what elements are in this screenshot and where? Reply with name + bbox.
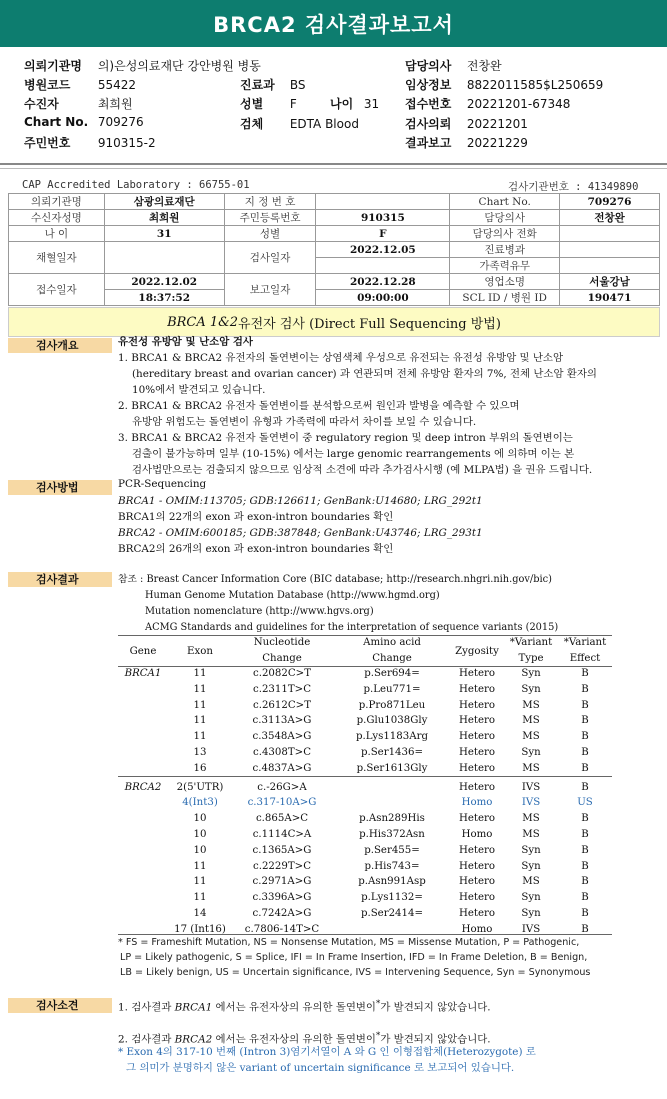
variant-variant-effect: B bbox=[581, 781, 589, 793]
col-header: Zygosity bbox=[455, 646, 499, 657]
cell bbox=[560, 242, 660, 258]
cell: 의뢰기관명 bbox=[9, 194, 105, 210]
cell: 채혈일자 bbox=[9, 242, 105, 274]
header-row bbox=[330, 95, 379, 112]
variant-nucleotide-change: c.2971A>G bbox=[252, 876, 312, 888]
variant-nucleotide-change: c.3396A>G bbox=[252, 892, 312, 904]
test-title-gene: BRCA 1&2 bbox=[167, 314, 239, 330]
value: EDTA Blood bbox=[289, 117, 359, 131]
reference-line: 참조 : Breast Cancer Information Core (BIC database; http://research.nhgri.nih.gov/bic) bbox=[118, 574, 552, 585]
table-rule bbox=[118, 776, 612, 777]
header-row bbox=[24, 134, 156, 151]
variant-amino-acid-change: p.His743= bbox=[364, 860, 420, 872]
variant-exon: 17 (Int16) bbox=[174, 923, 226, 935]
col-header: Exon bbox=[187, 646, 213, 657]
cell: 전창완 bbox=[560, 210, 660, 226]
legend-line: * FS = Frameshift Mutation, NS = Nonsense Mutation, MS = Missense Mutation, P = Pathogenic, bbox=[118, 937, 580, 948]
variant-exon: 11 bbox=[193, 683, 207, 695]
variant-nucleotide-change: c.7242A>G bbox=[252, 908, 312, 919]
variant-zygosity: Hetero bbox=[458, 683, 496, 695]
variant-amino-acid-change: p.Lys1132= bbox=[361, 892, 423, 904]
variant-zygosity: Hetero bbox=[458, 781, 496, 793]
value: BS bbox=[289, 78, 306, 92]
header-row bbox=[405, 76, 603, 93]
method-line: BRCA2의 26개의 exon 과 exon-intron boundaries 확인 bbox=[118, 543, 394, 555]
overview-line: 검사법만으로는 검출되지 않으므로 임상적 소견에 따라 추가검사시행 (예 MLPA법) 을 권유 드립니다. bbox=[132, 464, 593, 476]
variant-variant-type: Syn bbox=[521, 908, 541, 919]
section-label-method: 검사방법 bbox=[8, 480, 112, 495]
section-label-overview: 검사개요 bbox=[8, 338, 112, 353]
variant-variant-type: IVS bbox=[521, 781, 541, 793]
text: 가 발견되지 않았습니다. bbox=[380, 1001, 491, 1014]
variant-amino-acid-change: p.Leu771= bbox=[363, 683, 421, 695]
cell: 진료병과 bbox=[450, 242, 560, 258]
col-header: *Variant bbox=[509, 637, 553, 648]
variant-variant-type: MS bbox=[522, 731, 540, 743]
method-line: PCR-Sequencing bbox=[118, 478, 207, 490]
header-row bbox=[240, 95, 297, 112]
divider bbox=[0, 168, 667, 169]
variant-variant-type: MS bbox=[522, 813, 540, 825]
label: 나이 bbox=[330, 97, 354, 111]
text: 1. 검사결과 bbox=[118, 1001, 175, 1014]
variant-zygosity: Hetero bbox=[458, 668, 496, 679]
variant-variant-effect: B bbox=[581, 908, 589, 919]
variant-variant-effect: B bbox=[581, 923, 589, 935]
header-row bbox=[24, 57, 261, 74]
variant-amino-acid-change: p.Ser694= bbox=[364, 668, 420, 679]
variant-amino-acid-change: p.Glu1038Gly bbox=[356, 715, 428, 727]
variant-variant-effect: B bbox=[581, 762, 589, 774]
finding-note: 그 의미가 분명하지 않은 variant of uncertain significance 로 보고되어 있습니다. bbox=[126, 1062, 515, 1074]
label: Chart No. bbox=[24, 115, 89, 129]
cell bbox=[316, 194, 450, 210]
variant-exon: 11 bbox=[193, 860, 207, 872]
method-line: BRCA1 - OMIM:113705; GDB:126611; GenBank:U14680; LRG_292t1 bbox=[118, 495, 483, 507]
value: 전창완 bbox=[466, 59, 502, 73]
variant-nucleotide-change: c.1365A>G bbox=[252, 844, 312, 856]
cell: F bbox=[316, 226, 450, 242]
finding-note: * Exon 4의 317-10 번째 (Intron 3)염기서열이 A 와 G 인 이형접합체(Heterozygote) 로 bbox=[118, 1046, 536, 1058]
variant-variant-type: Syn bbox=[521, 860, 541, 872]
reference-line: Human Genome Mutation Database (http://www.hgmd.org) bbox=[145, 590, 440, 601]
cell: 709276 bbox=[560, 194, 660, 210]
cell: 2022.12.05 bbox=[316, 242, 450, 258]
variant-variant-effect: US bbox=[577, 797, 593, 809]
legend-line: LP = Likely pathogenic, S = Splice, IFI = In Frame Insertion, IFD = In Frame Deletion, B = Benign, bbox=[120, 952, 588, 963]
variant-nucleotide-change: c.2082C>T bbox=[253, 668, 311, 679]
variant-zygosity: Homo bbox=[461, 923, 493, 935]
variant-amino-acid-change: p.Lys1183Arg bbox=[355, 731, 428, 743]
variant-variant-effect: B bbox=[581, 829, 589, 840]
variant-variant-effect: B bbox=[581, 876, 589, 888]
text: 에서는 유전자상의 유의한 돌연변이 bbox=[212, 1001, 376, 1014]
label: 접수번호 bbox=[405, 97, 452, 111]
variant-nucleotide-change: c.317-10A>G bbox=[247, 797, 317, 809]
variant-variant-effect: B bbox=[581, 844, 589, 856]
cell bbox=[316, 258, 450, 274]
value: 의)은성의료재단 강안병원 병동 bbox=[97, 59, 261, 73]
label: 검사의뢰 bbox=[405, 117, 452, 131]
test-title-band bbox=[8, 307, 660, 337]
variant-variant-effect: B bbox=[581, 668, 589, 679]
cell: 담당의사 전화 bbox=[450, 226, 560, 242]
col-header: Type bbox=[518, 653, 544, 664]
finding-line-1 bbox=[118, 997, 491, 1016]
variant-variant-type: Syn bbox=[521, 844, 541, 856]
value: F bbox=[289, 97, 297, 111]
cell: 보고일자 bbox=[224, 274, 316, 306]
overview-heading: 유전성 유방암 및 난소암 검사 bbox=[118, 336, 253, 348]
variant-zygosity: Hetero bbox=[458, 699, 496, 711]
variant-exon: 11 bbox=[193, 715, 207, 727]
label: 진료과 bbox=[240, 78, 275, 92]
cell bbox=[560, 258, 660, 274]
header-row bbox=[24, 95, 133, 112]
variant-variant-type: IVS bbox=[521, 797, 541, 809]
reference-line: Mutation nomenclature (http://www.hgvs.org) bbox=[145, 606, 374, 617]
section-label-results: 검사결과 bbox=[8, 572, 112, 587]
value: 8822011585$L250659 bbox=[466, 78, 604, 92]
header-row bbox=[24, 76, 136, 93]
variant-variant-type: MS bbox=[522, 829, 540, 840]
variant-amino-acid-change: p.Ser1613Gly bbox=[356, 762, 428, 774]
variant-nucleotide-change: c.4837A>G bbox=[252, 762, 312, 774]
variant-exon: 11 bbox=[193, 731, 207, 743]
variant-zygosity: Homo bbox=[461, 829, 493, 840]
variant-exon: 10 bbox=[193, 844, 207, 856]
variant-variant-type: MS bbox=[522, 876, 540, 888]
variant-exon: 13 bbox=[193, 747, 207, 758]
col-header: Nucleotide bbox=[253, 637, 311, 648]
value: 20221201 bbox=[466, 117, 528, 131]
variant-gene: BRCA1 bbox=[124, 668, 162, 679]
overview-line: 1. BRCA1 & BRCA2 유전자의 돌연변이는 상염색체 우성으로 유전되는 유전성 유방암 및 난소암 bbox=[118, 352, 564, 364]
table-rule bbox=[118, 635, 612, 636]
cell: 검사일자 bbox=[224, 242, 316, 274]
cell: 지 정 번 호 bbox=[224, 194, 316, 210]
cell: 2022.12.28 bbox=[316, 274, 450, 290]
variant-zygosity: Hetero bbox=[458, 813, 496, 825]
variant-amino-acid-change: p.His372Asn bbox=[359, 829, 425, 840]
label: 성별 bbox=[240, 97, 264, 111]
variant-nucleotide-change: c.865A>C bbox=[255, 813, 309, 825]
header-row bbox=[240, 115, 359, 132]
patient-info-table bbox=[8, 193, 660, 306]
variant-zygosity: Hetero bbox=[458, 860, 496, 872]
col-header: Amino acid bbox=[363, 637, 421, 648]
header-row bbox=[405, 115, 528, 132]
text: * bbox=[375, 1031, 381, 1041]
value: 31 bbox=[363, 97, 380, 111]
value: 709276 bbox=[97, 115, 144, 129]
gene: BRCA1 bbox=[174, 1001, 213, 1014]
text: 가 발견되지 않았습니다. bbox=[380, 1033, 491, 1046]
overview-line: (hereditary breast and ovarian cancer) 과 연관되며 전체 유방암 환자의 7%, 전체 난소암 환자의 bbox=[132, 368, 597, 380]
variant-zygosity: Hetero bbox=[458, 762, 496, 774]
variant-variant-type: Syn bbox=[521, 683, 541, 695]
variant-variant-effect: B bbox=[581, 715, 589, 727]
variant-variant-type: MS bbox=[522, 715, 540, 727]
cell: 영업소명 bbox=[450, 274, 560, 290]
variant-zygosity: Hetero bbox=[458, 908, 496, 919]
variant-variant-type: Syn bbox=[521, 668, 541, 679]
variant-amino-acid-change: p.Ser455= bbox=[364, 844, 420, 856]
cell: 주민등록번호 bbox=[224, 210, 316, 226]
variant-zygosity: Hetero bbox=[458, 876, 496, 888]
label: 주민번호 bbox=[24, 136, 71, 150]
method-line: BRCA1의 22개의 exon 과 exon-intron boundaries 확인 bbox=[118, 511, 394, 523]
variant-variant-effect: B bbox=[581, 813, 589, 825]
variant-nucleotide-change: c.3548A>G bbox=[252, 731, 312, 743]
cell: 31 bbox=[104, 226, 224, 242]
variant-variant-effect: B bbox=[581, 731, 589, 743]
label: 결과보고 bbox=[405, 136, 452, 150]
col-header: *Variant bbox=[563, 637, 607, 648]
variant-amino-acid-change: p.Asn289His bbox=[359, 813, 425, 825]
variant-nucleotide-change: c.2229T>C bbox=[253, 860, 311, 872]
variant-exon: 16 bbox=[193, 762, 207, 774]
report-title: BRCA2 검사결과보고서 bbox=[0, 0, 667, 47]
variant-variant-effect: B bbox=[581, 683, 589, 695]
variant-variant-effect: B bbox=[581, 699, 589, 711]
label: 담당의사 bbox=[405, 59, 452, 73]
section-label-findings: 검사소견 bbox=[8, 998, 112, 1013]
variant-variant-effect: B bbox=[581, 860, 589, 872]
variant-exon: 11 bbox=[193, 876, 207, 888]
reference-line: ACMG Standards and guidelines for the interpretation of sequence variants (2015) bbox=[145, 622, 559, 633]
variant-amino-acid-change: p.Ser1436= bbox=[360, 747, 424, 758]
variant-variant-type: Syn bbox=[521, 747, 541, 758]
gene: BRCA2 bbox=[174, 1033, 213, 1046]
col-header: Change bbox=[262, 653, 302, 664]
variant-exon: 10 bbox=[193, 829, 207, 840]
col-header: Gene bbox=[129, 646, 157, 657]
label: 병원코드 bbox=[24, 78, 71, 92]
variant-exon: 11 bbox=[193, 892, 207, 904]
cell: 18:37:52 bbox=[104, 290, 224, 306]
text: 2. 검사결과 bbox=[118, 1033, 175, 1046]
variant-exon: 14 bbox=[193, 908, 207, 919]
variant-variant-type: MS bbox=[522, 762, 540, 774]
variant-amino-acid-change: p.Ser2414= bbox=[360, 908, 424, 919]
text: 에서는 유전자상의 유의한 돌연변이 bbox=[212, 1033, 376, 1046]
legend-line: LB = Likely benign, US = Uncertain significance, IVS = Intervening Sequence, Syn = Synonymous bbox=[120, 967, 591, 978]
variant-variant-type: IVS bbox=[521, 923, 541, 935]
cell: 접수일자 bbox=[9, 274, 105, 306]
test-title-rest: 유전자 검사 (Direct Full Sequencing 방법) bbox=[238, 316, 501, 332]
value: 20221201-67348 bbox=[466, 97, 571, 111]
variant-gene: BRCA2 bbox=[124, 781, 162, 793]
variant-variant-type: MS bbox=[522, 699, 540, 711]
overview-line: 유방암 위험도는 돌연변이 유형과 가족력에 따라서 차이를 보일 수 있습니다. bbox=[132, 416, 477, 428]
variant-nucleotide-change: c.1114C>A bbox=[252, 829, 312, 840]
cell: 190471 bbox=[560, 290, 660, 306]
header-row bbox=[240, 76, 305, 93]
variant-nucleotide-change: c.2612C>T bbox=[253, 699, 311, 711]
cell: 가족력유무 bbox=[450, 258, 560, 274]
table-rule bbox=[118, 666, 612, 667]
overview-line: 10%에서 발견되고 있습니다. bbox=[132, 384, 266, 396]
label: 수진자 bbox=[24, 97, 59, 111]
col-header: Effect bbox=[569, 653, 601, 664]
overview-line: 3. BRCA1 & BRCA2 유전자 돌연변이 중 regulatory region 및 deep intron 부위의 돌연변이는 bbox=[118, 432, 573, 444]
cell: SCL ID / 병원 ID bbox=[450, 290, 560, 306]
value: 20221229 bbox=[466, 136, 528, 150]
variant-zygosity: Hetero bbox=[458, 844, 496, 856]
variant-zygosity: Hetero bbox=[458, 892, 496, 904]
cell bbox=[104, 242, 224, 274]
cap-number: CAP Accredited Laboratory : 66755-01 bbox=[22, 179, 250, 191]
cell: 09:00:00 bbox=[316, 290, 450, 306]
variant-exon: 4(Int3) bbox=[182, 797, 218, 809]
cell bbox=[560, 226, 660, 242]
overview-line: 2. BRCA1 & BRCA2 유전자 돌연변이를 분석함으로써 원인과 발병을 예측할 수 있으며 bbox=[118, 400, 520, 412]
cell: 2022.12.02 bbox=[104, 274, 224, 290]
variant-variant-effect: B bbox=[581, 747, 589, 758]
label: 임상정보 bbox=[405, 78, 452, 92]
divider bbox=[0, 163, 667, 165]
value: 910315-2 bbox=[97, 136, 156, 150]
variant-amino-acid-change: p.Pro871Leu bbox=[358, 699, 426, 711]
variant-nucleotide-change: c.-26G>A bbox=[257, 781, 307, 793]
exam-institution-number: 검사기관번호 : 41349890 bbox=[508, 181, 639, 193]
value: 최희원 bbox=[97, 97, 133, 111]
variant-variant-effect: B bbox=[581, 892, 589, 904]
cell: 삼광의료재단 bbox=[104, 194, 224, 210]
cell: 최희원 bbox=[104, 210, 224, 226]
cell: 담당의사 bbox=[450, 210, 560, 226]
variant-exon: 11 bbox=[193, 668, 207, 679]
variant-nucleotide-change: c.2311T>C bbox=[253, 683, 311, 695]
col-header: Change bbox=[372, 653, 412, 664]
label: 검체 bbox=[240, 117, 264, 131]
variant-variant-type: Syn bbox=[521, 892, 541, 904]
label: 의뢰기관명 bbox=[24, 59, 82, 73]
variant-zygosity: Hetero bbox=[458, 715, 496, 727]
cell: 수신자성명 bbox=[9, 210, 105, 226]
variant-exon: 10 bbox=[193, 813, 207, 825]
variant-nucleotide-change: c.4308T>C bbox=[253, 747, 311, 758]
variant-nucleotide-change: c.3113A>G bbox=[252, 715, 312, 727]
variant-amino-acid-change: p.Asn991Asp bbox=[358, 876, 426, 888]
variant-zygosity: Hetero bbox=[458, 731, 496, 743]
cell: 성별 bbox=[224, 226, 316, 242]
cell: 나 이 bbox=[9, 226, 105, 242]
variant-nucleotide-change: c.7806-14T>C bbox=[244, 923, 320, 935]
header-row bbox=[405, 57, 502, 74]
header-row bbox=[405, 95, 570, 112]
variant-zygosity: Homo bbox=[461, 797, 493, 809]
cell: 910315 bbox=[316, 210, 450, 226]
method-line: BRCA2 - OMIM:600185; GDB:387848; GenBank:U43746; LRG_293t1 bbox=[118, 527, 483, 539]
value: 55422 bbox=[97, 78, 137, 92]
cell: 서울강남 bbox=[560, 274, 660, 290]
header-row bbox=[24, 115, 144, 129]
cell: Chart No. bbox=[450, 194, 560, 210]
variant-exon: 11 bbox=[193, 699, 207, 711]
variant-exon: 2(5'UTR) bbox=[176, 781, 224, 793]
text: * bbox=[375, 999, 381, 1009]
overview-line: 검출이 불가능하며 일부 (10-15%) 에서는 large genomic rearrangements 에 의하며 이는 본 bbox=[132, 448, 575, 460]
variant-zygosity: Hetero bbox=[458, 747, 496, 758]
header-row bbox=[405, 134, 528, 151]
